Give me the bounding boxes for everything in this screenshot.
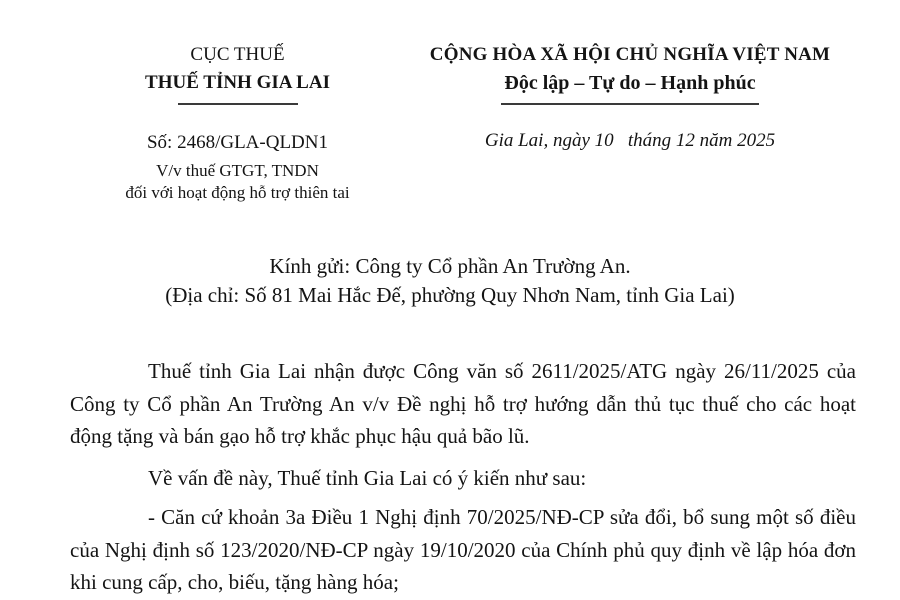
agency-underline [178, 103, 298, 105]
issuing-agency-name: THUẾ TỈNH GIA LAI [145, 72, 330, 93]
national-header-block [400, 40, 860, 153]
paragraph-3: - Căn cứ khoản 3a Điều 1 Nghị định 70/2025/NĐ-CP sửa đổi, bổ sung một số điều của Nghị định số 123/2020/NĐ-CP ngày 19/10/2020 của Chính phủ quy định về lập hóa đơn khi cung cấp, cho, biếu, tặng hàng hóa; [70, 505, 856, 594]
paragraph-2: Về vấn đề này, Thuế tỉnh Gia Lai có ý kiến như sau: [148, 465, 587, 490]
place-and-date-line: Gia Lai, ngày 10 tháng 12 năm 2025 [484, 130, 776, 151]
paragraph-1: Thuế tỉnh Gia Lai nhận được Công văn số 2611/2025/ATG ngày 26/11/2025 của Công ty Cổ phần An Trường An v/v Đề nghị hỗ trợ hướng dẫn thủ tục thuế cho các hoạt động tặng và bán gạo hỗ trợ khắc phục hậu quả bão lũ. [70, 359, 856, 448]
recipient-line: Kính gửi: Công ty Cổ phần An Trường An. [269, 254, 631, 278]
document-number: Số: 2468/GLA-QLDN1 [146, 132, 329, 153]
document-header [0, 40, 900, 204]
parent-agency-name: CỤC THUẾ [190, 44, 285, 65]
motto-underline [501, 103, 759, 105]
issuing-agency-block [75, 40, 400, 204]
national-motto: Độc lập – Tự do – Hạnh phúc [504, 72, 756, 94]
national-title: CỘNG HÒA XÃ HỘI CHỦ NGHĨA VIỆT NAM [429, 44, 831, 65]
recipient-address: (Địa chỉ: Số 81 Mai Hắc Đế, phường Quy Nhơn Nam, tỉnh Gia Lai) [165, 283, 735, 307]
letter-body [70, 355, 856, 599]
subject-line-2: đối với hoạt động hỗ trợ thiên tai [125, 183, 350, 202]
recipient-block [0, 252, 900, 310]
subject-line-1: V/v thuế GTGT, TNDN [156, 161, 319, 180]
